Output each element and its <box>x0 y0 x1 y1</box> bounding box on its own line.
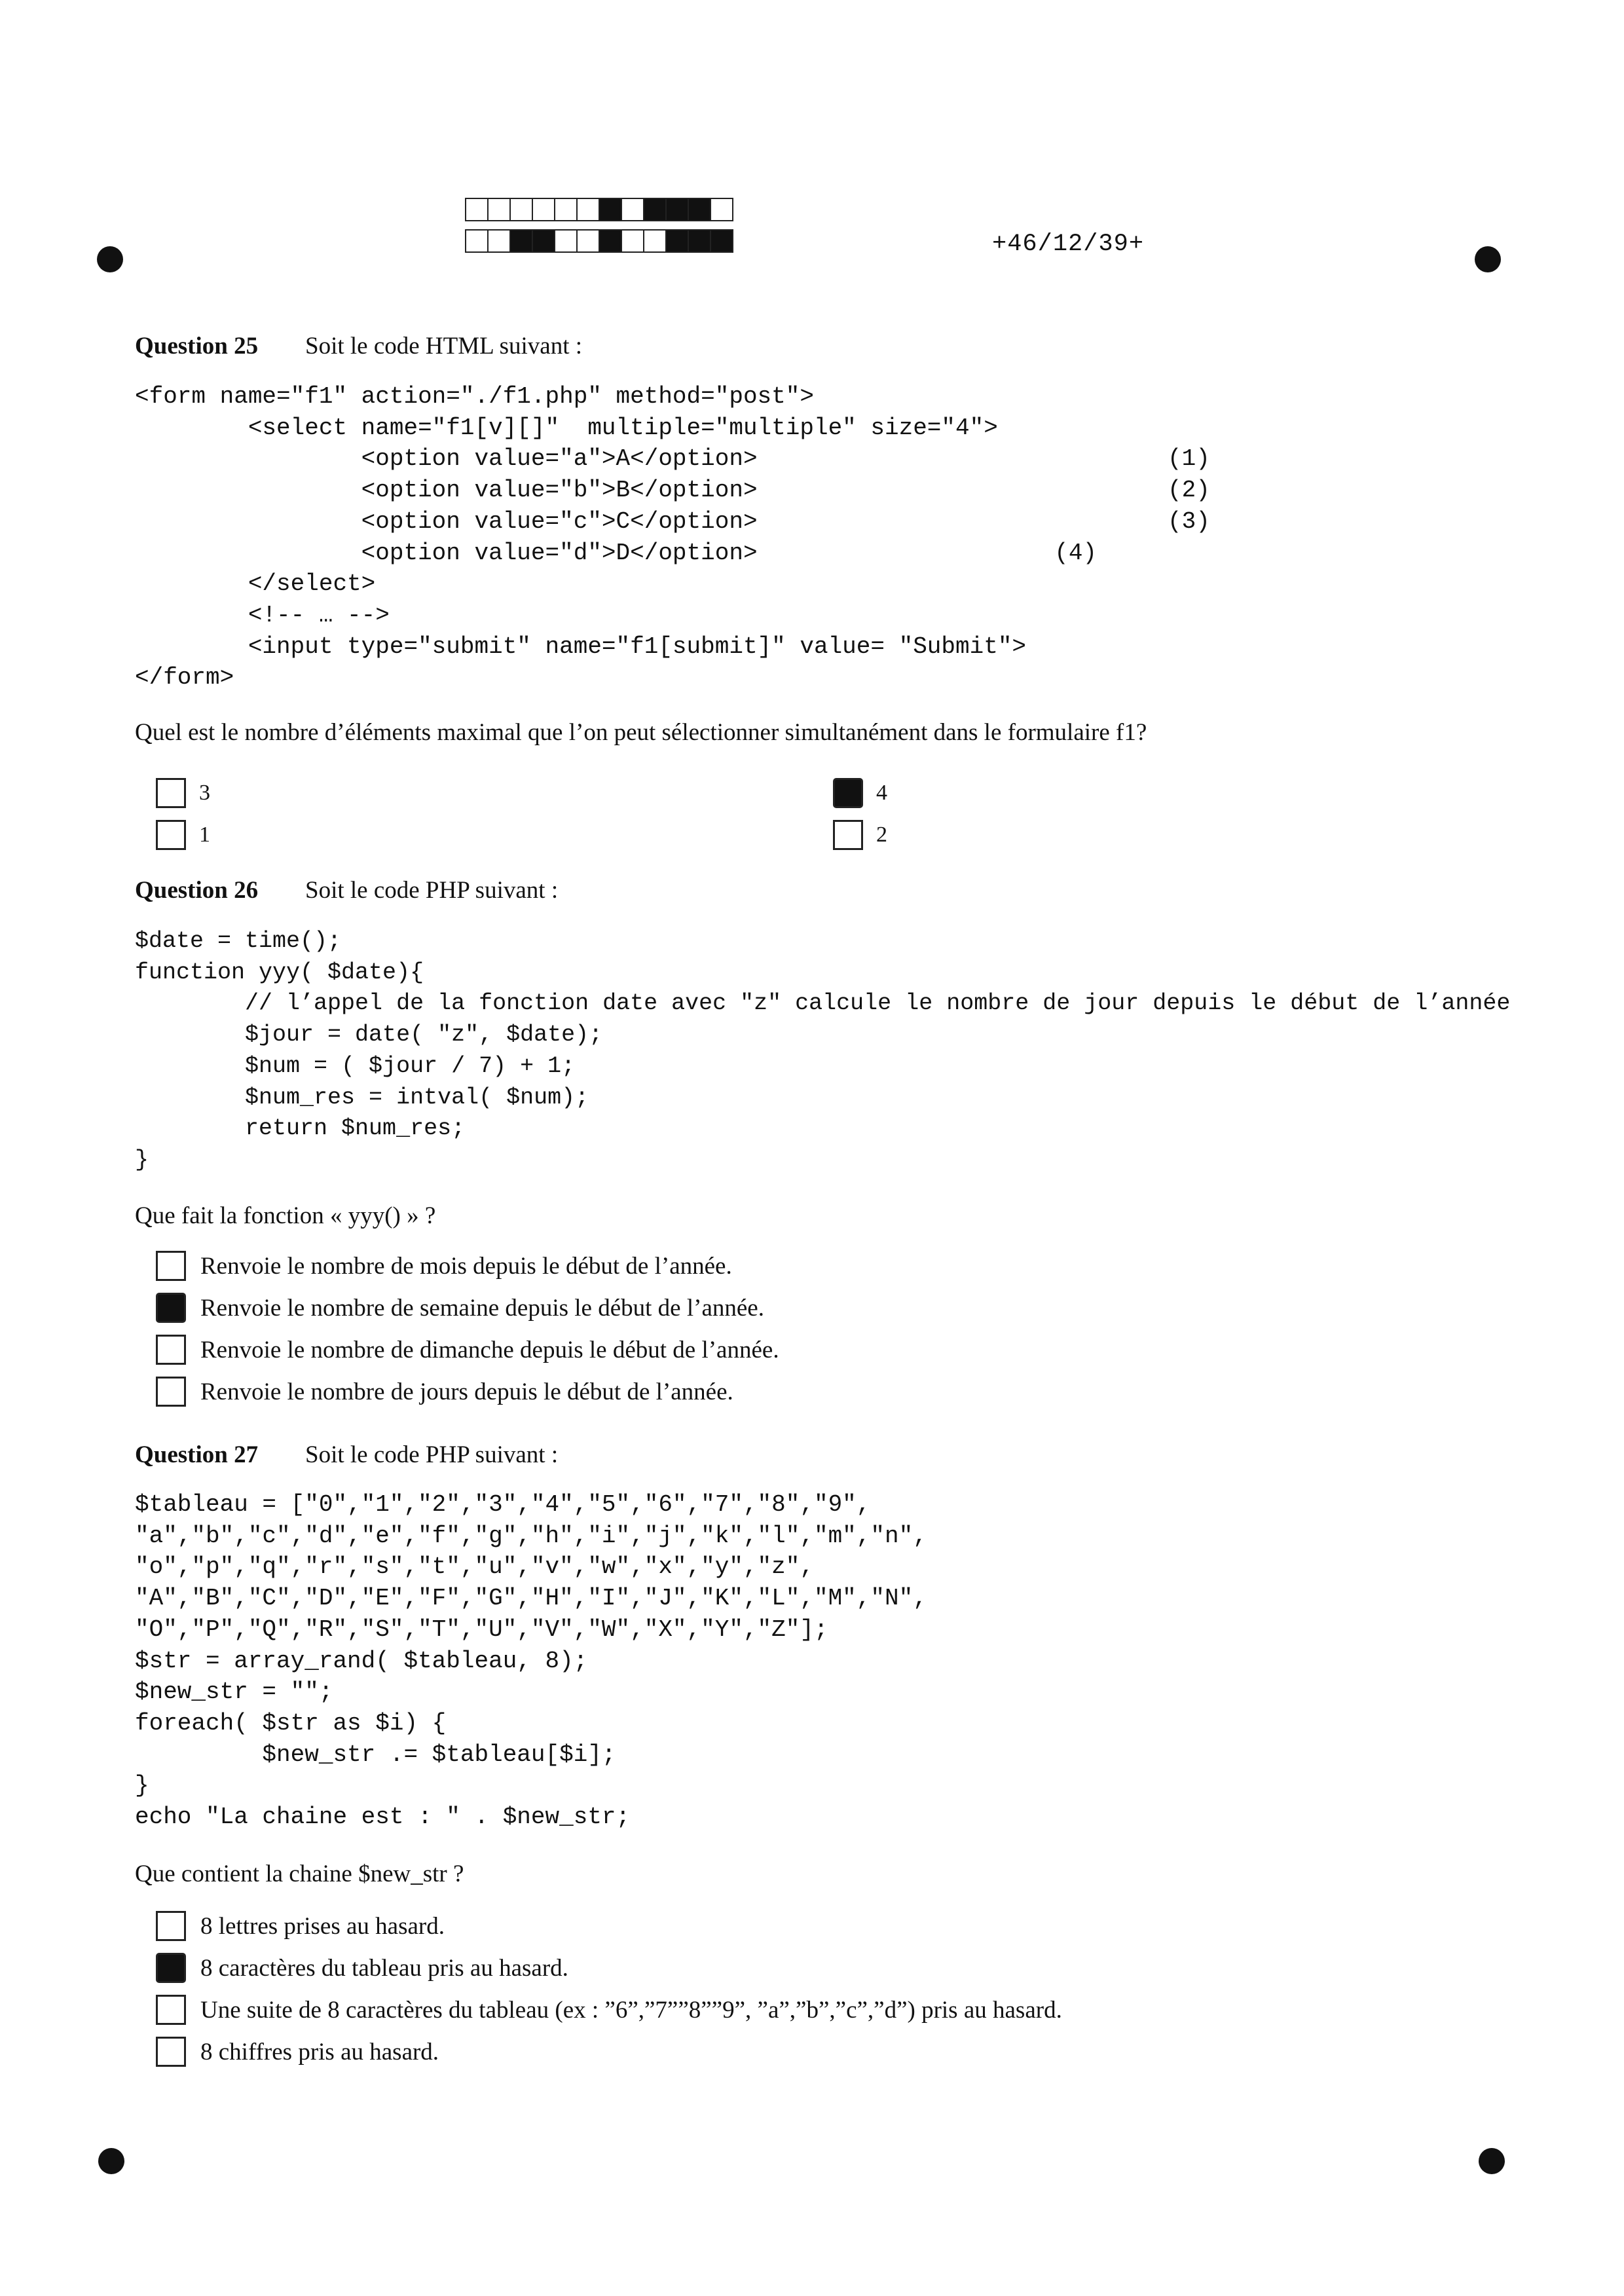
question-number: Question 25 <box>135 333 259 360</box>
question-27-prompt: Que contient la chaine $new_str ? <box>135 1861 464 1887</box>
q26-checkbox-4[interactable] <box>156 1377 186 1407</box>
barcode-cell <box>576 198 600 221</box>
q25-choice-1[interactable] <box>156 778 210 808</box>
question-intro: Soit le code PHP suivant : <box>305 1441 559 1468</box>
q27-choice-2[interactable] <box>156 1953 568 1983</box>
corner-mark-bottom-right <box>1479 2148 1505 2174</box>
q25-choice-4[interactable] <box>833 820 887 850</box>
q25-checkbox-1[interactable] <box>156 778 186 808</box>
q26-choice-1[interactable] <box>156 1251 732 1281</box>
corner-mark-top-left <box>97 246 123 272</box>
page-barcode-top-row <box>465 198 733 224</box>
q26-checkbox-3[interactable] <box>156 1335 186 1365</box>
barcode-cell <box>621 198 644 221</box>
q25-choice-2[interactable] <box>833 778 887 808</box>
barcode-cell <box>621 229 644 253</box>
q25-checkbox-3[interactable] <box>156 820 186 850</box>
choice-label: 8 caractères du tableau pris au hasard. <box>200 1954 568 1982</box>
barcode-cell <box>465 229 489 253</box>
choice-label: 8 chiffres pris au hasard. <box>200 2038 439 2065</box>
barcode-cell <box>554 198 578 221</box>
question-number: Question 27 <box>135 1441 259 1468</box>
corner-mark-top-right <box>1475 246 1501 272</box>
q27-checkbox-1[interactable] <box>156 1911 186 1941</box>
barcode-cell <box>710 229 733 253</box>
barcode-cell <box>665 229 689 253</box>
question-26-prompt: Que fait la fonction « yyy() » ? <box>135 1202 436 1229</box>
choice-label: 8 lettres prises au hasard. <box>200 1912 445 1940</box>
question-26-code: $date = time(); function yyy( $date){ // l’appel de la fonction date avec "z" calcule le nombre de jour depuis le début de l’année $jour = date( "z", $date); $num = ( $jour / 7) + 1; $num_res = intval( $num); return $num_res; } <box>135 928 1511 1173</box>
q25-choice-3[interactable] <box>156 820 210 850</box>
choice-label: Une suite de 8 caractères du tableau (ex : ”6”,”7””8””9”, ”a”,”b”,”c”,”d”) pris au hasard. <box>200 1996 1062 2024</box>
q26-choice-3[interactable] <box>156 1335 779 1365</box>
q27-choice-4[interactable] <box>156 2037 439 2067</box>
choice-label: Renvoie le nombre de jours depuis le début de l’année. <box>200 1378 733 1405</box>
q27-checkbox-4[interactable] <box>156 2037 186 2067</box>
barcode-cell <box>487 229 511 253</box>
barcode-cell <box>554 229 578 253</box>
question-26-heading <box>135 876 558 904</box>
choice-label: Renvoie le nombre de semaine depuis le début de l’année. <box>200 1294 764 1322</box>
barcode-cell <box>599 198 622 221</box>
choice-label: 2 <box>876 823 887 847</box>
question-27-heading <box>135 1441 558 1469</box>
choice-label: 3 <box>199 781 210 805</box>
barcode-cell <box>576 229 600 253</box>
barcode-cell <box>665 198 689 221</box>
barcode-cell <box>688 198 711 221</box>
choice-label: Renvoie le nombre de mois depuis le début de l’année. <box>200 1252 732 1280</box>
q26-choice-4[interactable] <box>156 1377 733 1407</box>
barcode-cell <box>465 198 489 221</box>
corner-mark-bottom-left <box>98 2148 124 2174</box>
q26-checkbox-2[interactable] <box>156 1293 186 1323</box>
barcode-cell <box>599 229 622 253</box>
barcode-cell <box>710 198 733 221</box>
q27-checkbox-3[interactable] <box>156 1995 186 2025</box>
question-25-prompt: Quel est le nombre d’éléments maximal que l’on peut sélectionner simultanément dans le formulaire f1? <box>135 719 1147 746</box>
page-identifier: +46/12/39+ <box>992 231 1145 258</box>
barcode-cell <box>643 198 667 221</box>
barcode-cell <box>487 198 511 221</box>
choice-label: 4 <box>876 781 887 805</box>
q27-choice-1[interactable] <box>156 1911 445 1941</box>
choice-label: 1 <box>199 823 210 847</box>
question-25-heading <box>135 332 582 360</box>
q25-checkbox-2[interactable] <box>833 778 863 808</box>
q25-checkbox-4[interactable] <box>833 820 863 850</box>
barcode-cell <box>688 229 711 253</box>
barcode-cell <box>509 229 533 253</box>
barcode-cell <box>643 229 667 253</box>
choice-label: Renvoie le nombre de dimanche depuis le début de l’année. <box>200 1336 779 1363</box>
question-intro: Soit le code HTML suivant : <box>305 333 583 360</box>
question-intro: Soit le code PHP suivant : <box>305 877 559 904</box>
question-number: Question 26 <box>135 877 259 904</box>
q27-choice-3[interactable] <box>156 1995 1062 2025</box>
barcode-cell <box>532 198 555 221</box>
q26-choice-2[interactable] <box>156 1293 764 1323</box>
page-barcode-bottom-row <box>465 229 733 255</box>
barcode-cell <box>509 198 533 221</box>
barcode-cell <box>532 229 555 253</box>
question-27-code: $tableau = ["0","1","2","3","4","5","6","7","8","9", "a","b","c","d","e","f","g","h","i","j","k","l","m","n", "o","p","q","r","s","t","u","v","w","x","y","z", "A","B","C","D","E","F","G","H","I","J","K","L","M","N", "O","P","Q","R","S","T","U","V","W","X","Y","Z"]; $str = array_rand( $tableau, 8); $new_str = ""; foreach( $str as $i) { $new_str .= $tableau[$i]; } echo "La chaine est : " . $new_str; <box>135 1491 927 1831</box>
q26-checkbox-1[interactable] <box>156 1251 186 1281</box>
question-25-code: <form name="f1" action="./f1.php" method="post"> <select name="f1[v][]" multiple="multiple" size="4"> <option value="a">A</option> (1) <option value="b">B</option> (2) <option value="c">C</option> (3) <option value="d">D</option> (4) </select> <!-- … --> <input type="submit" name="f1[submit]" value= "Submit"> </form> <box>135 383 1210 692</box>
q27-checkbox-2[interactable] <box>156 1953 186 1983</box>
